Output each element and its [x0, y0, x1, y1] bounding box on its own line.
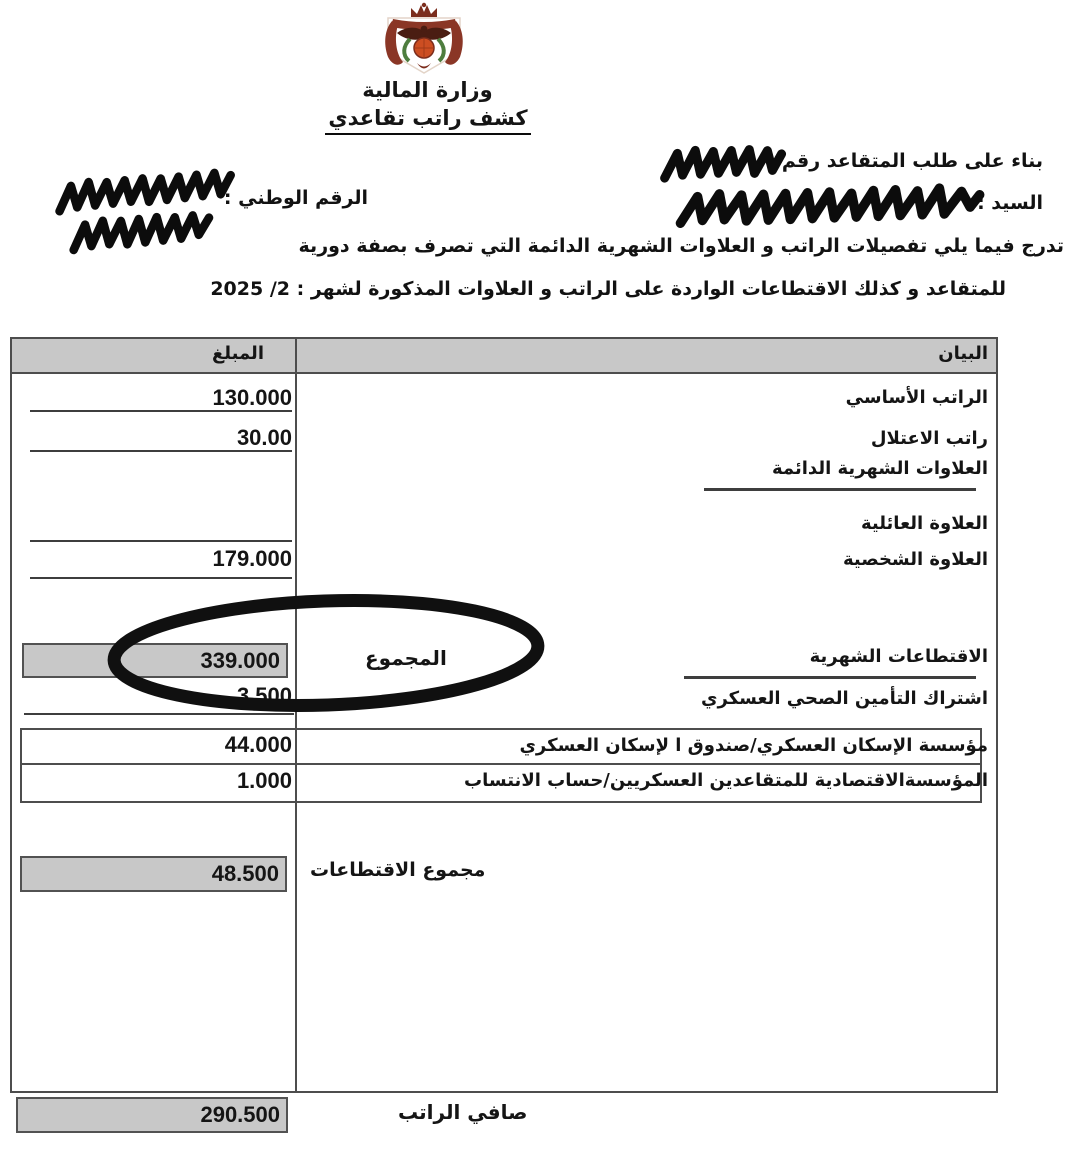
amount-underline	[30, 577, 292, 579]
ministry-name: وزارة المالية	[362, 78, 493, 102]
health-insurance-label: اشتراك التأمين الصحي العسكري	[700, 688, 988, 709]
heading-underline	[704, 488, 976, 491]
amount-column-header: المبلغ	[212, 343, 264, 364]
total-deductions-label: مجموع الاقتطاعات	[310, 859, 486, 881]
request-number-redaction-scribble	[657, 138, 789, 191]
circle-annotation	[104, 592, 548, 716]
military-housing-label: مؤسسة الإسكان العسكري/صندوق ا لإسكان العسكري	[519, 735, 988, 756]
permanent-allowances-heading: العلاوات الشهرية الدائمة	[772, 458, 988, 479]
personal-allowance-label: العلاوة الشخصية	[842, 549, 988, 570]
amount-underline	[30, 410, 292, 412]
net-salary-amount-box	[16, 1097, 288, 1133]
health-insurance-amount: 3.500	[236, 683, 292, 708]
intro-line-2: للمتقاعد و كذلك الاقتطاعات الواردة على الراتب و العلاوات المذكورة لشهر : 2/ 2025	[210, 278, 1006, 300]
description-column-header: البيان	[938, 343, 988, 364]
economic-institution-label: المؤسسةالاقتصادية للمتقاعدين العسكريين/حساب الانتساب	[464, 770, 988, 791]
basic-salary-label: الراتب الأساسي	[845, 387, 988, 408]
heading-underline	[684, 676, 976, 679]
disability-salary-amount: 30.00	[236, 425, 292, 450]
basic-salary-amount: 130.000	[212, 385, 292, 410]
national-id-label: الرقم الوطني :	[223, 187, 368, 209]
total-deductions-amount-box	[20, 856, 287, 892]
intro-line-1: تدرج فيما يلي تفصيلات الراتب و العلاوات الشهرية الدائمة التي تصرف بصفة دورية	[298, 235, 1064, 257]
request-number-label: بناء على طلب المتقاعد رقم :	[767, 150, 1043, 172]
retiree-name-redaction-scribble	[673, 177, 987, 238]
personal-allowance-amount: 179.000	[212, 546, 292, 571]
family-allowance-label: العلاوة العائلية	[860, 513, 988, 534]
document-title-text: كشف راتب تقاعدي	[325, 106, 530, 135]
deduction-rows-divider	[20, 763, 982, 765]
national-id-redaction-scribble	[50, 158, 246, 263]
amount-underline	[30, 540, 292, 542]
total-amount: 339.000	[200, 647, 280, 673]
disability-salary-label: راتب الاعتلال	[870, 428, 988, 449]
document-title	[318, 106, 538, 135]
net-salary-label: صافي الراتب	[398, 1100, 528, 1124]
total-label: المجموع	[365, 646, 447, 670]
amount-underline	[30, 450, 292, 452]
monthly-deductions-heading: الاقتطاعات الشهرية	[809, 646, 988, 667]
economic-institution-amount: 1.000	[236, 768, 292, 793]
military-housing-amount: 44.000	[224, 732, 292, 757]
total-deductions-amount: 48.500	[211, 861, 279, 886]
retiree-name-label: السيد :	[977, 192, 1043, 214]
net-salary-amount: 290.500	[200, 1102, 280, 1127]
jordan-coat-of-arms-icon	[368, 2, 480, 76]
